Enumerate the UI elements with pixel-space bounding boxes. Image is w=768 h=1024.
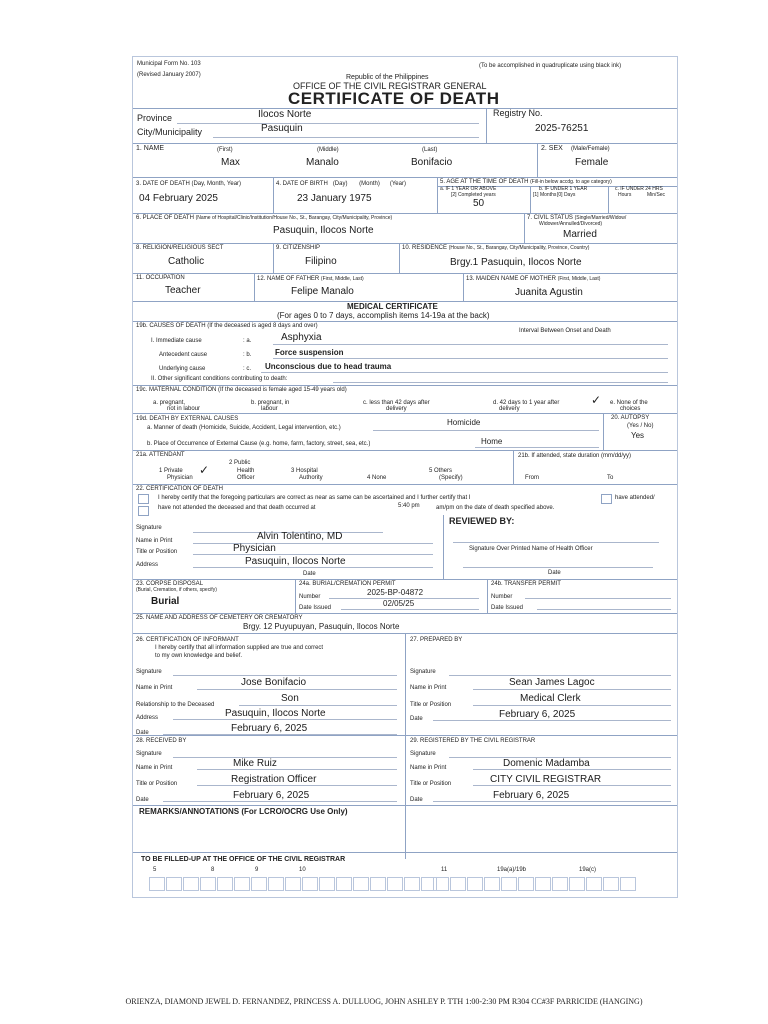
citizenship-label: 9. CITIZENSHIP <box>276 245 321 251</box>
informant-address-value: Pasuquin, Ilocos Norte <box>225 708 326 719</box>
received-date-label: Date <box>136 797 149 803</box>
informant-label: 26. CERTIFICATION OF INFORMANT <box>136 637 239 643</box>
form-number: Municipal Form No. 103 <box>137 61 201 67</box>
attendant-opt2b: Health <box>237 468 255 474</box>
received-by-label: 28. RECEIVED BY <box>136 738 187 744</box>
attendant-label: 21a. ATTENDANT <box>136 452 185 458</box>
civil-status-sublabel2: Widower/Annulled/Divorced) <box>539 221 603 227</box>
cause-b-marker: : b. <box>243 352 252 358</box>
death-certificate-form <box>132 56 678 898</box>
birth-date-value: 23 January 1975 <box>297 193 372 204</box>
middle-name-label: (Middle) <box>317 147 339 153</box>
duration-from: From <box>525 475 539 481</box>
duration-to: To <box>607 475 614 481</box>
age-completed-years: [2] Completed years <box>451 192 496 198</box>
received-name-label: Name in Print <box>136 765 173 771</box>
republic-heading: Republic of the Philippines <box>346 74 429 81</box>
maternal-label: 19c. MATERNAL CONDITION (If the deceased is female aged 15-49 years old) <box>136 387 347 393</box>
antecedent-cause-value: Force suspension <box>275 348 344 357</box>
registered-title-value: CITY CIVIL REGISTRAR <box>490 774 602 785</box>
other-conditions-label: II. Other significant conditions contributing to death: <box>151 376 288 382</box>
time-checkbox[interactable] <box>138 506 149 516</box>
registered-date-value: February 6, 2025 <box>493 790 570 801</box>
religion-value: Catholic <box>168 256 205 267</box>
registered-date-label: Date <box>410 797 423 803</box>
office-code-19ab: 19a(a)/19b <box>497 867 527 873</box>
name-label: 1. NAME <box>136 145 165 152</box>
prepared-signature-label: Signature <box>410 669 436 675</box>
maternal-e-label: e. None of the <box>610 400 648 406</box>
cert-signature-label: Signature <box>136 525 162 531</box>
certification-label: 22. CERTIFICATION OF DEATH <box>136 486 224 492</box>
maternal-a-label: a. pregnant, <box>153 400 186 406</box>
office-code-10: 10 <box>299 867 306 873</box>
attendant-opt2c: Officer <box>237 475 255 481</box>
received-title-value: Registration Officer <box>231 774 317 785</box>
prepared-date-value: February 6, 2025 <box>499 709 576 720</box>
cause-a-marker: : a. <box>243 338 252 344</box>
occupation-value: Teacher <box>165 285 201 296</box>
duration-label: 21b. If attended, state duration (mm/dd/yy) <box>518 453 632 459</box>
manner-label: a. Manner of death (Homicide, Suicide, Accident, Legal intervention, etc.) <box>147 425 341 431</box>
attended-checkbox[interactable] <box>138 494 149 504</box>
document-footer: ORIENZA, DIAMOND JEWEL D. FERNANDEZ, PRINCESS A. DULLUOG, JOHN ASHLEY P. TTH 1:00-2:30 PM R304 CC#3F PARRICIDE (HANGING) <box>125 997 643 1006</box>
prepared-title-label: Title or Position <box>410 702 452 708</box>
interval-label: Interval Between Onset and Death <box>519 328 611 334</box>
certification-text1: I hereby certify that the foregoing particulars are correct as near as same can be ascertained and I further certify that I <box>158 495 471 501</box>
cert-address-value: Pasuquin, Ilocos Norte <box>245 556 346 567</box>
mother-label: 13. MAIDEN NAME OF MOTHER (First, Middle, Last) <box>466 276 601 282</box>
prepared-name-value: Sean James Lagoc <box>509 677 595 688</box>
father-label: 12. NAME OF FATHER (First, Middle, Last) <box>257 276 364 282</box>
cert-name-value: Alvin Tolentino, MD <box>257 531 343 542</box>
maternal-d-sub: delivery <box>499 406 520 412</box>
province-label: Province <box>137 113 173 123</box>
attendant-opt4: 4 None <box>367 475 387 481</box>
attendant-opt5b: (Specify) <box>439 475 463 481</box>
cert-date-label: Date <box>303 571 316 577</box>
form-instruction: (To be accomplished in quadruplicate using black ink) <box>479 63 622 69</box>
immediate-cause-value: Asphyxia <box>281 332 322 343</box>
age-days: [0] Days <box>557 192 576 198</box>
first-name-label: (First) <box>217 147 233 153</box>
registry-label: Registry No. <box>493 108 543 118</box>
age-minsec: Min/Sec <box>647 192 666 198</box>
health-officer-label: Signature Over Printed Name of Health Officer <box>469 546 593 552</box>
prepared-by-label: 27. PREPARED BY <box>410 637 463 643</box>
last-name-value: Bonifacio <box>411 157 453 168</box>
attendant-opt3b: Authority <box>299 475 323 481</box>
remarks-label: REMARKS/ANNOTATIONS (For LCRO/OCRG Use Only) <box>139 807 348 816</box>
death-date-label: 3. DATE OF DEATH (Day, Month, Year) <box>136 181 242 187</box>
registered-name-label: Name in Print <box>410 765 447 771</box>
received-title-label: Title or Position <box>136 781 178 787</box>
registered-signature-label: Signature <box>410 751 436 757</box>
received-signature-label: Signature <box>136 751 162 757</box>
external-causes-label: 19d. DEATH BY EXTERNAL CAUSES <box>136 416 239 422</box>
maternal-d-label: d. 42 days to 1 year after <box>493 400 560 406</box>
certification-text3: am/pm on the date of death specified above. <box>436 505 555 511</box>
informant-address-label: Address <box>136 715 159 721</box>
transfer-number-label: Number <box>491 594 513 600</box>
maternal-c-sub: delivery <box>386 406 407 412</box>
medical-certificate-subtitle: (For ages 0 to 7 days, accomplish items 14-19a at the back) <box>277 311 490 320</box>
prepared-name-label: Name in Print <box>410 685 447 691</box>
death-date-value: 04 February 2025 <box>139 193 218 204</box>
age-over-1-label: a. IF 1 YEAR OR ABOVE <box>440 186 497 192</box>
registered-title-label: Title or Position <box>410 781 452 787</box>
civil-status-value: Married <box>563 229 597 240</box>
informant-signature-label: Signature <box>136 669 162 675</box>
cemetery-label: 25. NAME AND ADDRESS OF CEMETERY OR CREMATORY <box>136 615 303 621</box>
cert-title-label: Title or Position <box>136 549 178 555</box>
transfer-issued-label: Date Issued <box>491 605 524 611</box>
sex-value: Female <box>575 157 609 168</box>
office-code-19c: 19a(c) <box>579 867 597 873</box>
autopsy-value: Yes <box>631 431 645 440</box>
autopsy-label: 20. AUTOPSY <box>611 415 650 421</box>
death-time-value: 5:40 pm <box>398 503 420 509</box>
antecedent-cause-label: Antecedent cause <box>159 352 208 358</box>
occurrence-label: b. Place of Occurrence of External Cause (e.g. home, farm, factory, street, sea, etc.) <box>147 441 371 447</box>
religion-label: 8. RELIGION/RELIGIOUS SECT <box>136 245 224 251</box>
residence-value: Brgy.1 Pasuquin, Ilocos Norte <box>450 257 582 268</box>
cert-address-label: Address <box>136 562 159 568</box>
office-heading: OFFICE OF THE CIVIL REGISTRAR GENERAL <box>293 81 487 91</box>
occupation-label: 11. OCCUPATION <box>136 275 185 281</box>
age-label: 5. AGE AT THE TIME OF DEATH (Fill-in below accdg. to age category) <box>440 179 612 185</box>
age-hours: Hours <box>618 192 632 198</box>
mother-value: Juanita Agustin <box>515 287 583 298</box>
received-date-value: February 6, 2025 <box>233 790 310 801</box>
attendant-checkmark: ✓ <box>199 463 210 477</box>
cemetery-value: Brgy. 12 Puyupuyan, Pasuquin, Ilocos Norte <box>243 622 400 631</box>
office-code-5: 5 <box>153 867 157 873</box>
form-revision: (Revised January 2007) <box>137 72 201 78</box>
occurrence-value: Home <box>481 437 503 446</box>
informant-name-label: Name in Print <box>136 685 173 691</box>
sex-sublabel: (Male/Female) <box>571 146 610 152</box>
office-use-label: TO BE FILLED-UP AT THE OFFICE OF THE CIVIL REGISTRAR <box>141 856 346 863</box>
informant-name-value: Jose Bonifacio <box>241 677 307 688</box>
age-months: [1] Months <box>533 192 557 198</box>
office-code-boxes-1 <box>149 877 438 891</box>
disposal-sublabel: (Burial, Cremation, if others, specify) <box>136 587 217 593</box>
manner-value: Homicide <box>447 418 481 427</box>
office-code-9: 9 <box>255 867 259 873</box>
maternal-b-sub: labour <box>261 406 278 412</box>
province-value: Ilocos Norte <box>258 109 312 120</box>
maternal-b-label: b. pregnant, in <box>251 400 290 406</box>
relationship-value: Son <box>281 693 299 704</box>
autopsy-sublabel: (Yes / No) <box>627 423 654 429</box>
informant-date-value: February 6, 2025 <box>231 723 308 734</box>
cert-name-label: Name in Print <box>136 538 173 544</box>
underlying-cause-value: Unconscious due to head trauma <box>265 362 392 371</box>
immediate-cause-label: I. Immediate cause <box>151 338 202 344</box>
prepared-date-label: Date <box>410 716 423 722</box>
maternal-a-sub: not in labour <box>167 406 201 412</box>
registered-by-label: 29. REGISTERED BY THE CIVIL REGISTRAR <box>410 738 536 744</box>
maternal-e-sub: choices <box>620 406 641 412</box>
certification-text1b: have attended/ <box>615 495 655 501</box>
burial-number-label: Number <box>299 594 321 600</box>
office-code-8: 8 <box>211 867 215 873</box>
reviewed-by-label: REVIEWED BY: <box>449 516 515 526</box>
burial-issued-label: Date Issued <box>299 605 332 611</box>
birth-date-label: 4. DATE OF BIRTH (Day) (Month) (Year) <box>276 181 406 187</box>
received-name-value: Mike Ruiz <box>233 758 277 769</box>
cert-title-value: Physician <box>233 543 276 554</box>
cause-c-marker: : c. <box>243 366 252 372</box>
place-of-death-label: 6. PLACE OF DEATH (Name of Hospital/Clinic/Institution/House No., St., Barangay, City/Municipality, Province) <box>136 215 393 221</box>
residence-label: 10. RESIDENCE (House No., St., Barangay, City/Municipality, Province, Country) <box>402 245 590 251</box>
causes-label: 19b. CAUSES OF DEATH (If the deceased is aged 8 days and over) <box>136 323 318 329</box>
informant-text2: to my own knowledge and belief. <box>155 653 243 659</box>
city-label: City/Municipality <box>137 127 203 137</box>
age-under-1-label: b. IF UNDER 1 YEAR <box>539 186 588 192</box>
not-attended-checkbox[interactable] <box>601 494 612 504</box>
informant-text1: I hereby certify that all information supplied are true and correct <box>155 645 324 651</box>
sex-label: 2. SEX <box>541 145 563 152</box>
medical-certificate-title: MEDICAL CERTIFICATE <box>347 302 438 311</box>
registered-name-value: Domenic Madamba <box>503 758 590 769</box>
burial-issued-value: 02/05/25 <box>383 599 415 608</box>
attendant-opt3: 3 Hospital <box>291 468 318 474</box>
father-value: Felipe Manalo <box>291 286 354 297</box>
burial-permit-label: 24a. BURIAL/CREMATION PERMIT <box>299 581 396 587</box>
middle-name-value: Manalo <box>306 157 339 168</box>
attendant-opt1: 1 Private <box>159 468 183 474</box>
page-title: CERTIFICATE OF DEATH <box>288 89 500 108</box>
first-name-value: Max <box>221 157 240 168</box>
citizenship-value: Filipino <box>305 256 337 267</box>
disposal-label: 23. CORPSE DISPOSAL <box>136 581 204 587</box>
maternal-checkmark: ✓ <box>591 393 602 407</box>
transfer-permit-label: 24b. TRANSFER PERMIT <box>491 581 561 587</box>
city-value: Pasuquin <box>261 123 303 134</box>
age-value: 50 <box>473 198 485 209</box>
age-under-24-label: c. IF UNDER 24 HRS <box>615 186 663 192</box>
prepared-title-value: Medical Clerk <box>520 693 581 704</box>
attendant-opt1b: Physician <box>167 475 193 481</box>
underlying-cause-label: Underlying cause <box>159 366 206 372</box>
civil-status-label: 7. CIVIL STATUS (Single/Married/Widow/ <box>527 215 627 221</box>
office-code-boxes-2 <box>433 877 637 891</box>
attendant-opt5: 5 Others <box>429 468 453 474</box>
informant-date-label: Date <box>136 730 149 736</box>
place-of-death-value: Pasuquin, Ilocos Norte <box>273 225 374 236</box>
disposal-value: Burial <box>151 596 180 607</box>
burial-number-value: 2025-BP-04872 <box>367 588 424 597</box>
maternal-c-label: c. less than 42 days after <box>363 400 430 406</box>
attendant-opt2: 2 Public <box>229 460 251 466</box>
reviewed-date-label: Date <box>548 570 561 576</box>
relationship-label: Relationship to the Deceased <box>136 702 215 708</box>
registry-value: 2025-76251 <box>535 123 589 134</box>
last-name-label: (Last) <box>422 147 438 153</box>
office-code-11: 11 <box>441 867 448 873</box>
certification-text2: have not attended the deceased and that death occurred at <box>158 505 316 511</box>
